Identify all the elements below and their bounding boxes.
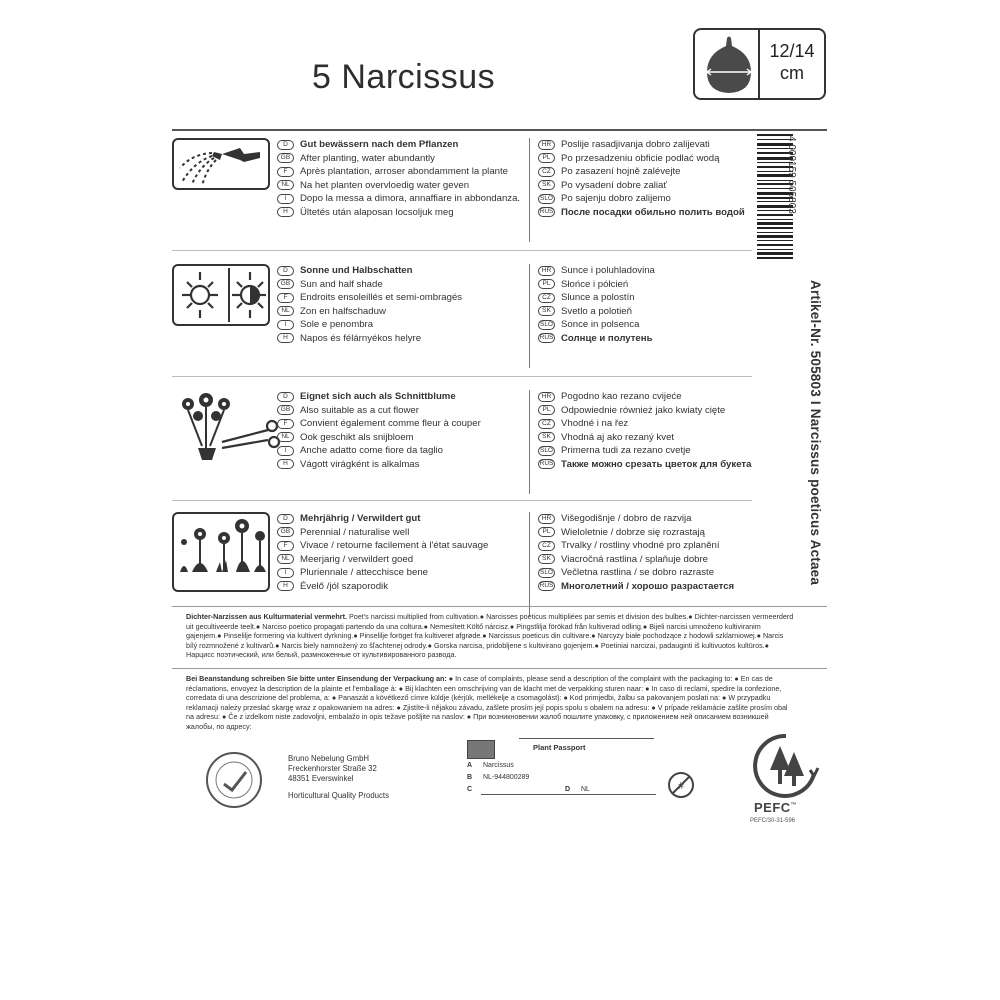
lang-row: GB Also suitable as a cut flower <box>277 404 517 418</box>
cut-flower-icon-box <box>172 390 270 442</box>
lang-row: SK Viacročná rastlina / splaňuje dobre <box>538 553 778 567</box>
lang-row: H Napos és félárnyékos helyre <box>277 332 517 346</box>
lang-row: RUS После посадки обильно полить водой <box>539 206 745 218</box>
passport-key: D <box>565 786 571 793</box>
header-rule <box>172 129 827 131</box>
pefc-name: PEFC <box>754 800 791 815</box>
lang-row: HR Poslije rasadjivanja dobro zalijevati <box>538 138 778 152</box>
lang-row: D Mehrjährig / Verwildert gut <box>277 512 517 526</box>
no-plastic-icon <box>666 770 696 800</box>
care-section-cut-flower <box>172 390 752 502</box>
instructions-right <box>538 390 778 471</box>
lang-row: NL Na het planten overvloedig water geven <box>277 179 517 193</box>
lang-row: HR Sunce i poluhladovina <box>538 264 778 278</box>
barcode-digits: 4 000159 505803 <box>786 136 797 214</box>
lang-row: HR Pogodno kao rezano cvijeće <box>538 390 778 404</box>
bulb-size-unit: cm <box>780 63 804 83</box>
lang-row: CZ Vhodné i na řez <box>538 417 778 431</box>
pefc-code: PEFC/30-31-596 <box>750 818 796 824</box>
lang-row: I Dopo la messa a dimora, annaffiare in abbondanza. <box>277 192 517 206</box>
care-section-watering <box>172 138 752 250</box>
column-divider <box>529 138 530 242</box>
lang-row: I Sole e penombra <box>277 318 517 332</box>
instructions-left <box>277 264 517 345</box>
lang-row: SK Po vysadení dobre zaliať <box>538 179 778 193</box>
passport-row-a <box>467 762 514 772</box>
cut-flower-icon <box>172 390 282 462</box>
svg-text:#: # <box>678 781 684 792</box>
lang-row: D Eignet sich auch als Schnittblume <box>277 390 517 404</box>
lang-row: D Gut bewässern nach dem Pflanzen <box>277 138 517 152</box>
lang-row: I Anche adatto come fiore da taglio <box>277 444 517 458</box>
lang-row: SLO Večletna rastlina / se dobro razraste <box>539 567 715 579</box>
lang-row: PL Po przesadzeniu obficie podlać wodą <box>538 152 778 166</box>
lang-row: NL Meerjarig / verwildert goed <box>277 553 517 567</box>
origin-lead: Dichter-Narzissen aus Kulturmaterial vermehrt. <box>186 612 347 621</box>
complaints-lead: Bei Beanstandung schreiben Sie bitte unter Einsendung der Verpackung an: <box>186 674 447 683</box>
lang-row: PL Słońce i półcień <box>538 278 778 292</box>
instructions-left <box>277 512 517 593</box>
instructions-right <box>538 138 778 219</box>
passport-title: Plant Passport <box>533 743 586 752</box>
passport-key: A <box>467 762 473 769</box>
lang-row: PL Odpowiednie również jako kwiaty cięte <box>538 404 778 418</box>
lang-row: F Après plantation, arroser abondamment la plante <box>277 165 517 179</box>
company-address <box>288 754 389 801</box>
lang-row: F Vivace / retourne facilement à l'état sauvage <box>277 539 517 553</box>
company-street: Freckenhorster Straße 32 <box>288 764 377 774</box>
size-divider <box>758 30 760 98</box>
section-divider <box>172 500 752 501</box>
lang-row: I Pluriennale / attecchisce bene <box>277 566 517 580</box>
complaints-paragraph <box>186 674 796 732</box>
passport-rule <box>519 738 654 739</box>
perennial-icon-box <box>172 512 270 592</box>
lang-row: GB Perennial / naturalise well <box>277 526 517 540</box>
bulb-size-box <box>693 28 826 100</box>
lang-row: RUS Солнце и полутень <box>539 332 653 344</box>
watering-icon-box <box>172 138 270 190</box>
passport-value: NL-944800289 <box>483 774 530 781</box>
bulb-size-range: 12/14 <box>769 41 815 61</box>
quality-seal-icon <box>204 750 264 810</box>
company-tagline: Horticultural Quality Products <box>288 790 389 800</box>
lang-row: RUS Также можно срезать цветок для букета <box>539 458 752 470</box>
lang-row: RUS Многолетний / хорошо разрастается <box>539 580 735 592</box>
lang-row: HR Višegodišnje / dobro de razvija <box>538 512 778 526</box>
lang-row: SK Svetlo a polotieň <box>538 305 778 319</box>
passport-row-b <box>467 774 529 784</box>
instructions-right <box>538 264 778 345</box>
lang-row: CZ Trvalky / rostliny vhodné pro zplanění <box>538 539 778 553</box>
lang-row: D Sonne und Halbschatten <box>277 264 517 278</box>
paragraph-divider <box>172 606 827 607</box>
lang-row: GB After planting, water abundantly <box>277 152 517 166</box>
bulb-size-value <box>761 40 823 84</box>
column-divider <box>529 390 530 494</box>
lang-row: NL Zon en halfschaduw <box>277 305 517 319</box>
sun-half-shade-icon <box>174 266 268 324</box>
instructions-left <box>277 390 517 471</box>
plant-passport <box>467 740 654 800</box>
column-divider <box>529 512 530 616</box>
pefc-logo-icon <box>750 730 822 830</box>
passport-key: B <box>467 774 473 781</box>
lang-row: SLO Po sajenju dobro zalijemo <box>539 193 671 205</box>
eu-flag-icon <box>467 740 495 759</box>
passport-value: NL <box>581 786 590 793</box>
lang-row: SLO Primerna tudi za rezano cvetje <box>539 445 691 457</box>
lang-row: H Évelő /jól szaporodik <box>277 580 517 594</box>
sun-icon-box <box>172 264 270 326</box>
paragraph-divider <box>172 668 827 669</box>
passport-rule <box>481 794 656 795</box>
origin-body: Poet's narcissi multiplied from cultivation.● Narcisses poeticus multipliées par semis et division des bulbes.● Dichter-narcissen vermeerderd uit gecultiveerde teelt.● Narciso poetico propagati partendo da una coltura.● Nemesített Költő nárcisz.● Pingstlilja förökad från kultiverad odling.● Bijeli narcisi umnoženo kultiviranim gajenjem.● Pinselilje formering via kultivert dyrkning.● Pinselilje foröget fra kultiveret afgrøde.● Narcissus poeticus din cultivare.● Narcyzy białe pochodzące z hodowli szklarniowej.● Narcis bílý rozmnožené z kultivarů.● Narcis biely namnožený zo šľachtenej odrody.● Gorska narcisa, pridobljene s kultivirano gojenjem.● Poetiniai narcizai, padauginti iš kultivuotos kultūros.● Нарцисс поэтический, или белый, размноженные от культивированного развода. <box>186 612 794 660</box>
instructions-left <box>277 138 521 219</box>
lang-row: H Ültetés után alaposan locsoljuk meg <box>277 206 517 220</box>
page-title: 5 Narcissus <box>312 58 496 96</box>
passport-value: Narcissus <box>483 762 514 769</box>
column-divider <box>529 264 530 368</box>
care-section-sun <box>172 264 752 376</box>
care-section-perennial <box>172 512 752 624</box>
perennial-flowers-icon <box>174 514 268 590</box>
lang-row: GB Sun and half shade <box>277 278 517 292</box>
watering-can-icon <box>174 140 268 188</box>
pefc-label <box>754 800 797 815</box>
section-divider <box>172 250 752 251</box>
lang-row: PL Wieloletnie / dobrze się rozrastają <box>538 526 778 540</box>
instructions-right <box>538 512 778 593</box>
section-divider <box>172 376 752 377</box>
lang-row: NL Ook geschikt als snijbloem <box>277 431 517 445</box>
lang-row: CZ Slunce a polostín <box>538 291 778 305</box>
origin-paragraph <box>186 612 796 660</box>
lang-row: SLO Sonce in polsenca <box>539 319 640 331</box>
company-name: Bruno Nebelung GmbH <box>288 754 370 763</box>
lang-row: CZ Po zasazení hojně zalévejte <box>538 165 778 179</box>
company-city: 48351 Everswinkel <box>288 774 354 784</box>
lang-row: SK Vhodná aj ako rezaný kvet <box>538 431 778 445</box>
lang-row: H Vágott virágként is alkalmas <box>277 458 517 472</box>
lang-row: F Convient également comme fleur à couper <box>277 417 517 431</box>
pefc-tm: ™ <box>790 802 798 809</box>
lang-row: F Endroits ensoleillés et semi-ombragés <box>277 291 517 305</box>
passport-key: C <box>467 786 473 793</box>
complaints-body: ● In case of complaints, please send a description of the complaint with the packaging to: ● En cas de réclamations, envoyez la description de la plainte et l'emballage à: ● Bij klachten een omschrijving van de klacht met de verpakking sturen naar: ● In caso di reclami, spedire la confezione, corredata di una descrizione del problema, a: ● Panaszát a kövétkező címre küldje (kérjük, mellékelje a csomagolást): ● Kod primjedbi, žalbu sa pakovanjem poslati na: ● W przypadku reklamacji należy przesłać skargę wraz z opakowaniem na adres: ● Zjistíte-li nějakou závadu, zašlete prosím její popis spolu s obalem na adresu: ● V prípade reklamácie zašlite prosím obal na adresu: ● Če z izdelkom niste zadovoljni, embalažo in opis težave pošljite na naslov: ● При возникновении жалоб пошлите упаковку, с приложением ней описанием возникшей жалобы, по адресу: <box>186 674 788 731</box>
bulb-size-icon <box>701 34 757 96</box>
article-number: Artikel-Nr. 505803 I Narcissus poeticus Actaea <box>808 280 823 586</box>
